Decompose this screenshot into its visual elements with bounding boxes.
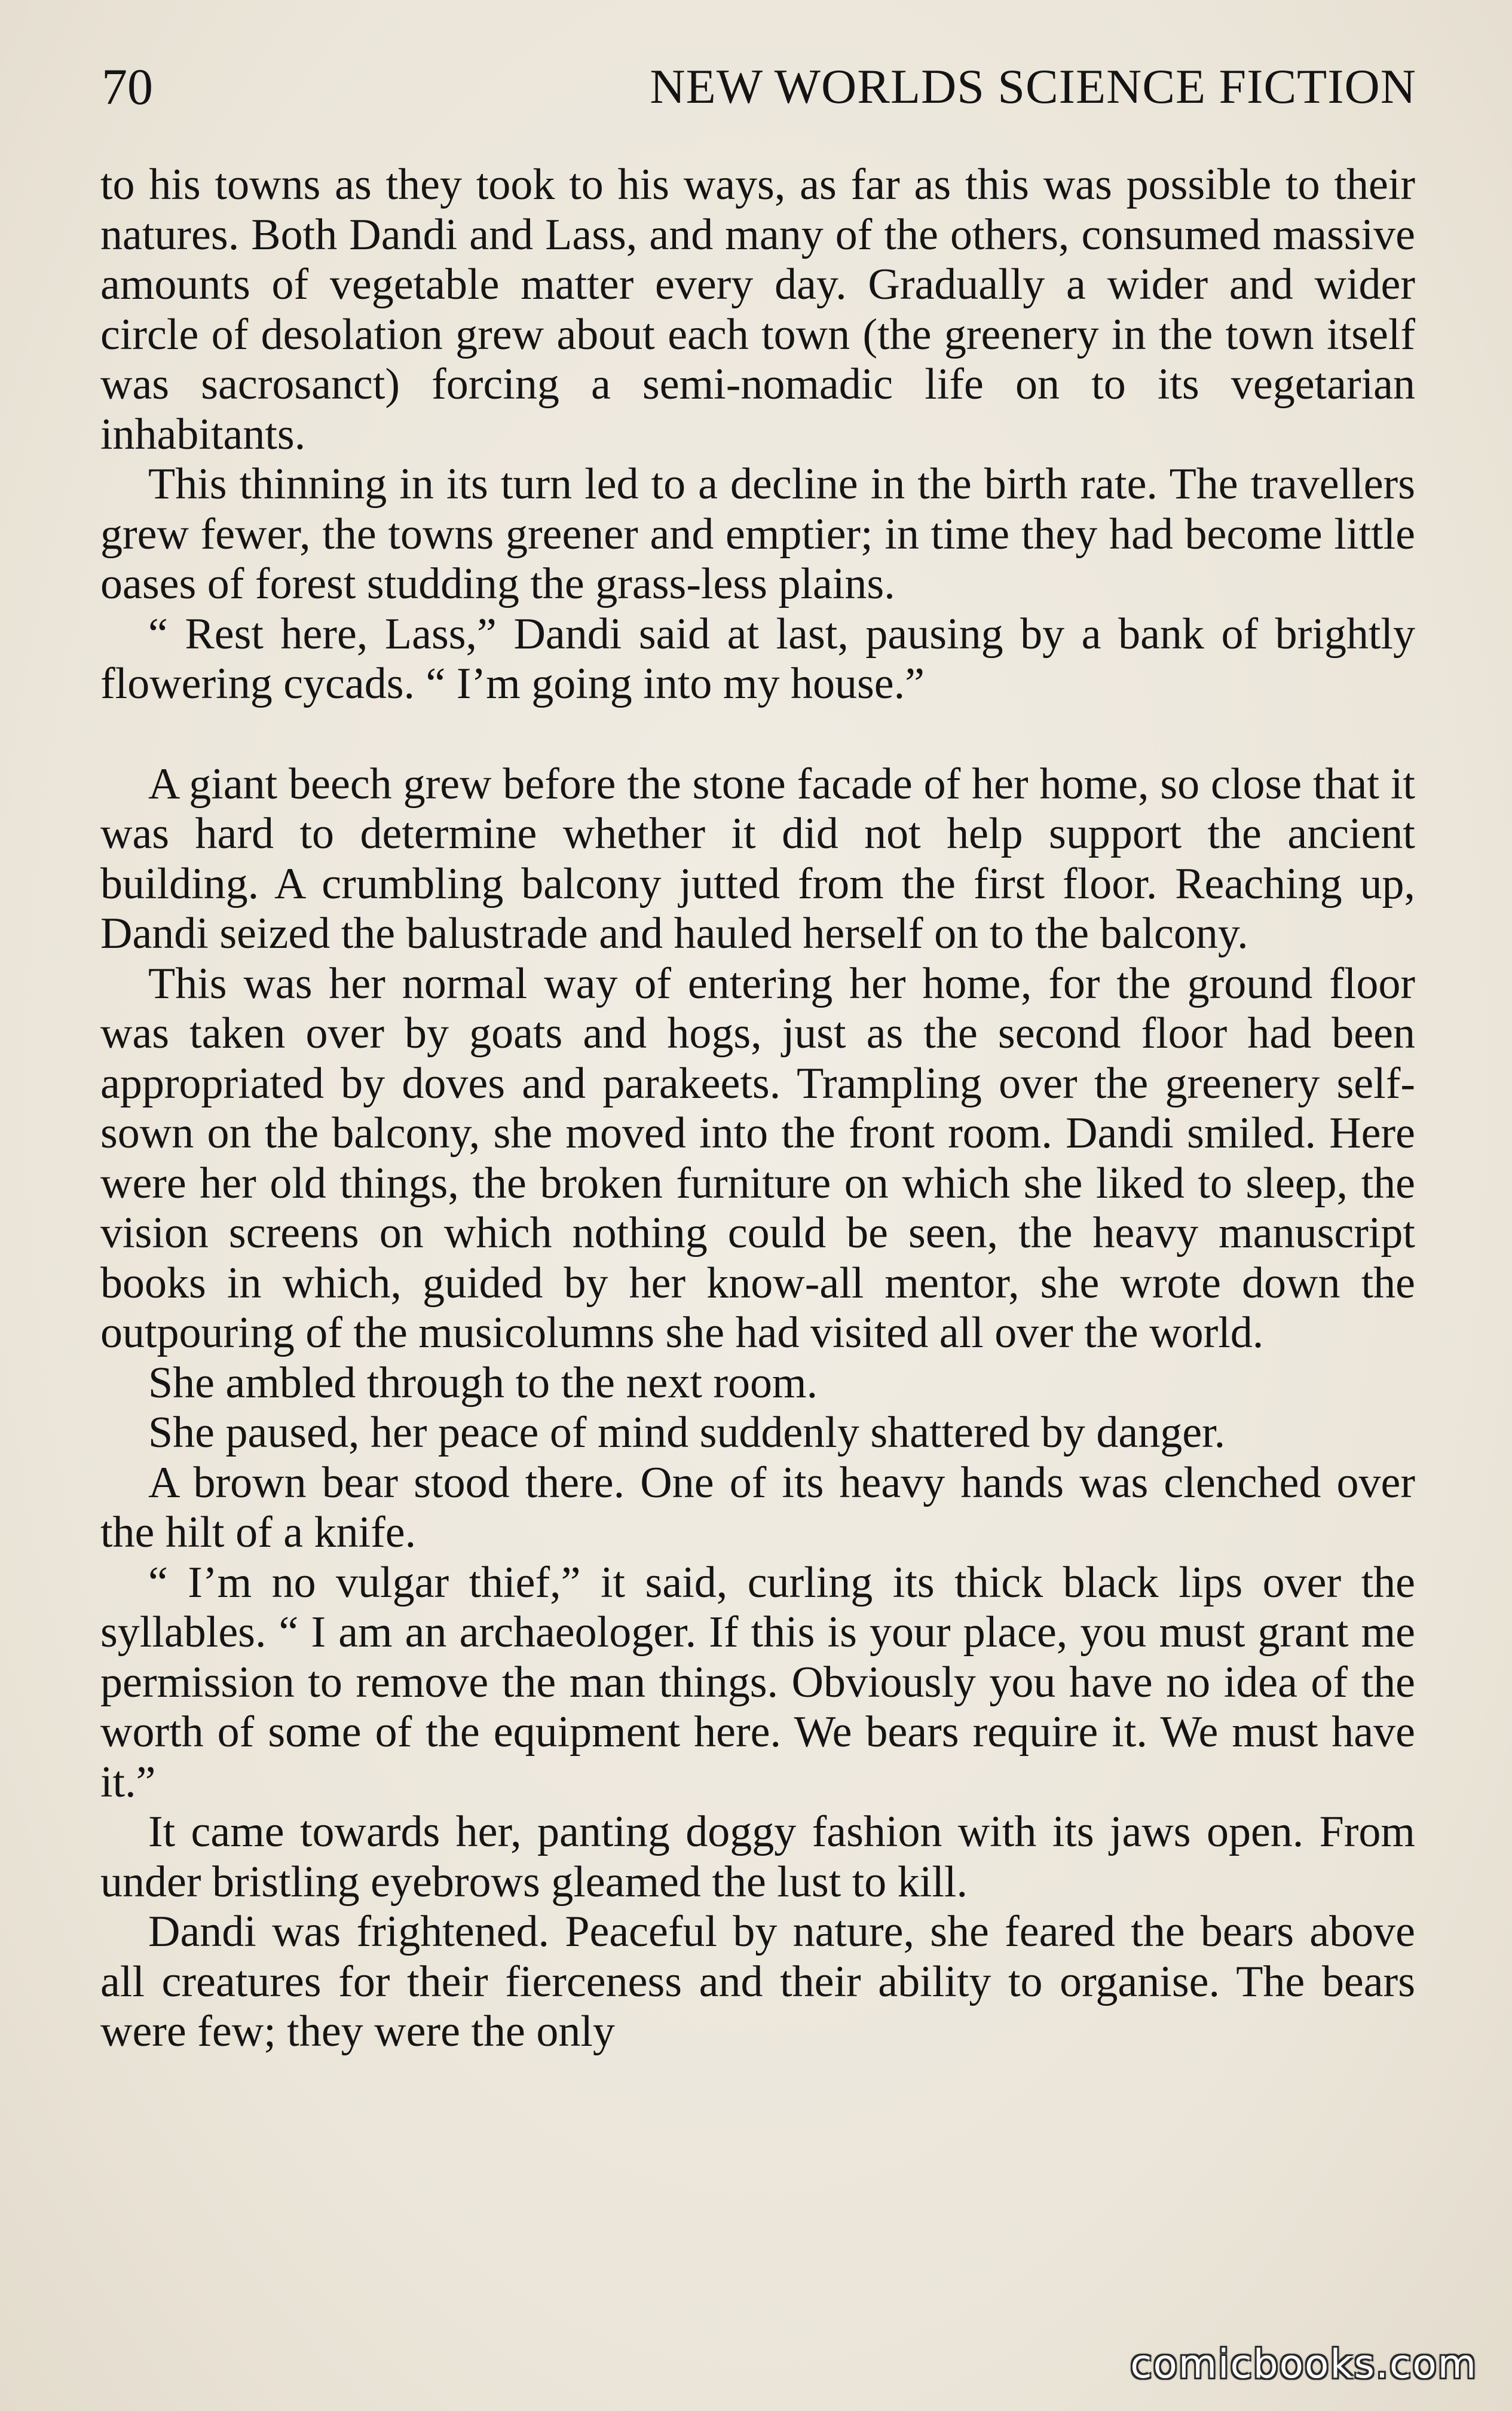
paragraph: to his towns as they took to his ways, as far as this was possible to their natures. Both Dandi and Lass, and many of the others, consumed massive amounts of vegetable matter every day. Gradually a wider and wider circle of desolation grew about each town (the greenery in the town itself was sacrosanct) forcing a semi-nomadic life on to its vegetarian inhabitants. — [100, 160, 1415, 459]
page-number: 70 — [102, 58, 153, 115]
paragraph: It came towards her, panting doggy fashion with its jaws open. From under bristling eyebrows gleamed the lust to kill. — [100, 1807, 1415, 1907]
body-text — [100, 160, 1415, 2057]
paragraph: This was her normal way of entering her home, for the ground floor was taken over by goats and hogs, just as the second floor had been appropriated by doves and parakeets. Trampling over the greenery self-sown on the balcony, she moved into the front room. Dandi smiled. Here were her old things, the broken furniture on which she liked to sleep, the vision screens on which nothing could be seen, the heavy manuscript books in which, guided by her know-all mentor, she wrote down the outpouring of the musicolumns she had visited all over the world. — [100, 959, 1415, 1357]
paragraph: Dandi was frightened. Peaceful by nature, she feared the bears above all creatures for their fierceness and their ability to organise. The bears were few; they were the only — [100, 1907, 1415, 2056]
running-head: NEW WORLDS SCIENCE FICTION — [650, 59, 1416, 114]
paragraph: “ I’m no vulgar thief,” it said, curling its thick black lips over the syllables. “ I am an archaeologer. If this is your place, you must grant me permission to remove the man things. Obviously you have no idea of the worth of some of the equipment here. We bears require it. We must have it.” — [100, 1558, 1415, 1807]
paragraph: A brown bear stood there. One of its heavy hands was clenched over the hilt of a knife. — [100, 1458, 1415, 1557]
paragraph: This thinning in its turn led to a decline in the birth rate. The travellers grew fewer, the towns greener and emptier; in time they had become little oases of forest studding the grass-less plains. — [100, 460, 1415, 608]
watermark: comicbooks.com — [1130, 2341, 1477, 2387]
section-break — [100, 709, 1415, 760]
page-header — [102, 54, 1416, 120]
paragraph: She ambled through to the next room. — [148, 1358, 818, 1408]
paragraph: She paused, her peace of mind suddenly shattered by danger. — [148, 1408, 1226, 1457]
paragraph: A giant beech grew before the stone facade of her home, so close that it was hard to determine whether it did not help support the ancient building. A crumbling balcony jutted from the first floor. Reaching up, Dandi seized the balustrade and hauled herself on to the balcony. — [100, 759, 1415, 958]
paragraph: “ Rest here, Lass,” Dandi said at last, pausing by a bank of brightly flowering cycads. “ I’m going into my house.” — [100, 609, 1415, 708]
